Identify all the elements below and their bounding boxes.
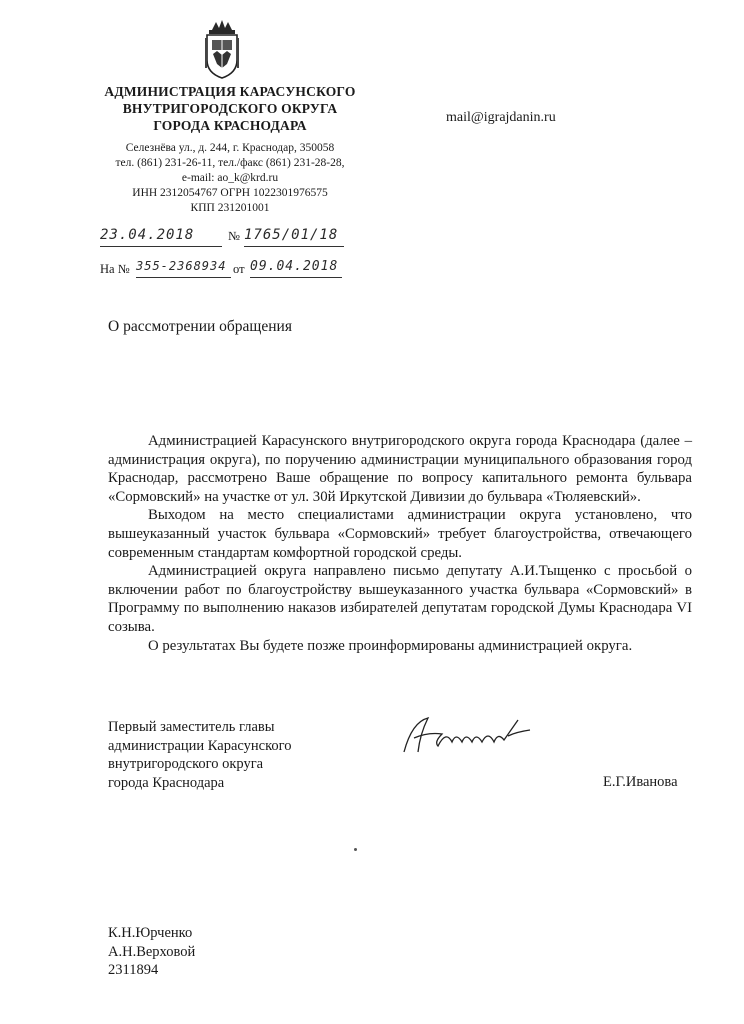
position-line: внутригородского округа	[108, 756, 264, 773]
executors-block	[108, 924, 195, 980]
scan-dot	[354, 848, 357, 851]
position-line: Первый заместитель главы	[108, 719, 275, 735]
reply-date: 09.04.2018	[250, 259, 339, 274]
reply-prefix: На №	[100, 262, 130, 276]
executor-name: К.Н.Юрченко	[108, 925, 193, 941]
kpp-line: КПП 231201001	[190, 202, 270, 214]
phone-line: тел. (861) 231-26-11, тел./факс (861) 231-28-28,	[115, 157, 345, 169]
signatory-name: Е.Г.Иванова	[603, 774, 678, 790]
inn-ogrn-line: ИНН 2312054767 ОГРН 1022301976575	[132, 187, 328, 199]
reply-number-field	[136, 257, 231, 278]
reply-date-field	[250, 257, 342, 278]
reg-date: 23.04.2018	[100, 227, 195, 243]
recipient-email: mail@igrajdanin.ru	[446, 110, 556, 125]
org-name-line-1: АДМИНИСТРАЦИЯ КАРАСУНСКОГО	[104, 84, 356, 99]
body-paragraph: Выходом на место специалистами администрации округа установлено, что вышеуказанный участок бульвара «Сормовский» требует благоустройства, отвечающего современным стандартам комфортной городской среды.	[108, 507, 692, 561]
org-name-line-3: ГОРОДА КРАСНОДАРА	[153, 118, 307, 133]
letter-subject: О рассмотрении обращения	[108, 318, 292, 335]
body-paragraph: О результатах Вы будете позже проинформированы администрацией округа.	[148, 637, 633, 654]
executor-phone: 2311894	[108, 962, 159, 979]
executor-name: А.Н.Верховой	[108, 943, 196, 960]
number-sign: №	[228, 229, 240, 243]
handwritten-signature	[398, 712, 538, 760]
position-line: администрации Карасунского	[108, 737, 292, 754]
body-paragraph: Администрацией Карасунского внутригородского округа города Краснодара (далее – администрация округа), по поручению администрации муниципального образования город Краснодар, рассмотрено Ваше обращение по вопросу капитального ремонта бульвара «Сормовский» на участке от ул. 30й Иркутской Дивизии до бульвара «Тюляевский».	[108, 433, 692, 505]
email-line: e-mail: ao_k@krd.ru	[181, 172, 279, 184]
org-name-line-2: ВНУТРИГОРОДСКОГО ОКРУГА	[122, 101, 338, 116]
reg-number-field	[244, 226, 344, 247]
coat-of-arms-icon	[203, 18, 241, 80]
reply-number: 355-2368934	[136, 259, 227, 273]
body-paragraph: Администрацией округа направлено письмо депутату А.И.Тыщенко с просьбой о включении работ по благоустройству вышеуказанного участка бульвара «Сормовский» в Программу по выполнению наказов избирателей депутатам городской Думы Краснодара VI созыва.	[108, 563, 692, 635]
reg-number: 1765/01/18	[244, 227, 339, 243]
letter-body	[108, 432, 692, 655]
from-label: от	[233, 262, 245, 276]
position-line: города Краснодара	[108, 774, 225, 791]
signatory-position	[108, 718, 292, 792]
reg-date-field	[100, 226, 222, 247]
address-line: Селезнёва ул., д. 244, г. Краснодар, 350058	[125, 142, 335, 154]
